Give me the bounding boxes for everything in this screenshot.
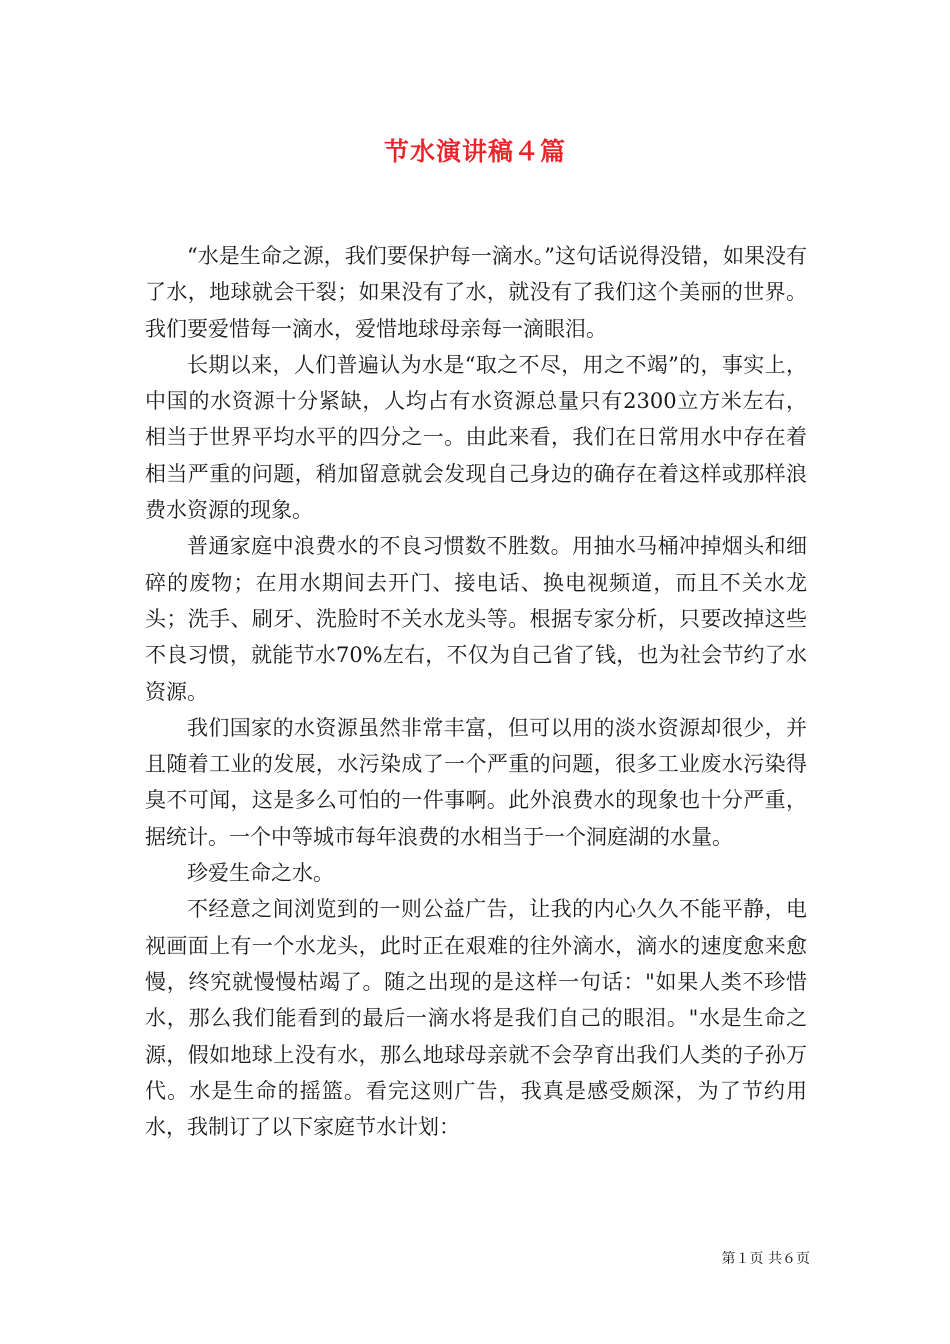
paragraph: 长期以来，人们普遍认为水是“取之不尽，用之不竭”的，事实上，中国的水资源十分紧缺，人均占有水资源总量只有2300立方米左右，相当于世界平均水平的四分之一。由此来看，我们在日常用水中存在着相当严重的问题，稍加留意就会发现自己身边的确存在着这样或那样浪费水资源的现象。 (145, 352, 807, 523)
document-body (145, 238, 807, 1145)
page-number-footer: 第１页 共６页 (721, 1251, 810, 1267)
paragraph: “水是生命之源，我们要保护每一滴水。”这句话说得没错，如果没有了水，地球就会干裂；如果没有了水，就没有了我们这个美丽的世界。我们要爱惜每一滴水，爱惜地球母亲每一滴眼泪。 (145, 244, 807, 341)
paragraph: 珍爱生命之水。 (187, 861, 334, 886)
document-title: 节水演讲稿４篇 (383, 137, 566, 166)
paragraph: 普通家庭中浪费水的不良习惯数不胜数。用抽水马桶冲掉烟头和细碎的废物；在用水期间去开门、接电话、换电视频道，而且不关水龙头；洗手、刷牙、洗脸时不关水龙头等。根据专家分析，只要改掉这些不良习惯，就能节水70%左右，不仅为自己省了钱，也为社会节约了水资源。 (145, 534, 807, 704)
paragraph: 我们国家的水资源虽然非常丰富，但可以用的淡水资源却很少，并且随着工业的发展，水污染成了一个严重的问题，很多工业废水污染得臭不可闻，这是多么可怕的一件事啊。此外浪费水的现象也十分严重，据统计。一个中等城市每年浪费的水相当于一个洞庭湖的水量。 (145, 715, 807, 849)
paragraph: 不经意之间浏览到的一则公益广告，让我的内心久久不能平静，电视画面上有一个水龙头，此时正在艰难的往外滴水，滴水的速度愈来愈慢，终究就慢慢枯竭了。随之出现的是这样一句话："如果人类不珍惜水，那么我们能看到的最后一滴水将是我们自己的眼泪。"水是生命之源，假如地球上没有水，那么地球母亲就不会孕育出我们人类的子孙万代。水是生命的摇篮。看完这则广告，我真是感受颇深，为了节约用水，我制订了以下家庭节水计划： (145, 897, 807, 1140)
